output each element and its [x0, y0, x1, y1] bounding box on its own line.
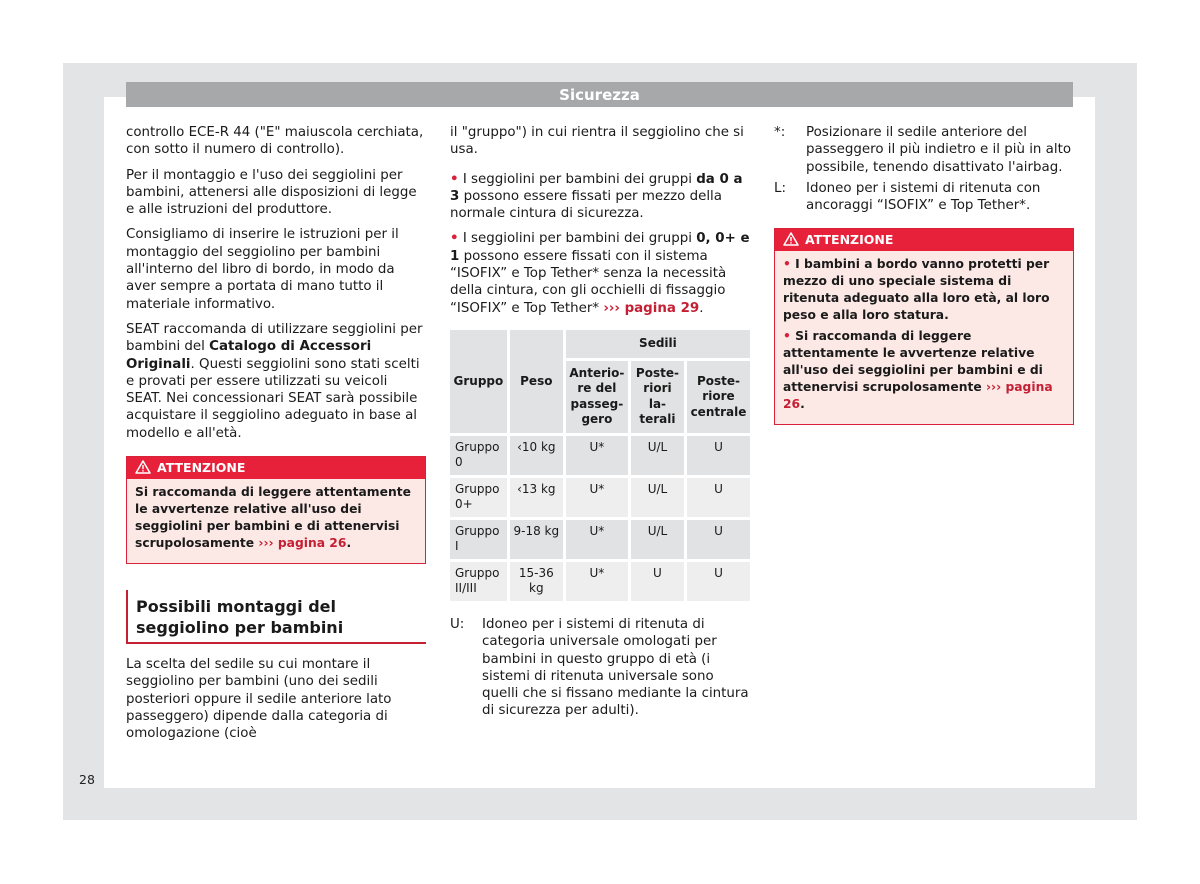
- cell-posteriori-laterali: U/L: [631, 520, 684, 559]
- bullet-item: [450, 230, 750, 316]
- cell-posteriore-centrale: U: [687, 436, 750, 475]
- chevrons-icon: ›››: [603, 300, 620, 316]
- text: Si raccomanda di leggere attentamente le avvertenze relative all'uso dei seggiolini per bambini e di attenervisi scrupolosamente: [135, 485, 411, 551]
- cell-gruppo: Gruppo I: [450, 520, 507, 559]
- bullet-item: [450, 171, 750, 223]
- text: . Questi seggiolini sono stati scelti e provati per essere utilizzati su veicoli SEAT. Nei concessionari SEAT sarà possibile acquistare il seggiolino adeguato in base al modello e all'età.: [126, 356, 420, 441]
- bullet-icon: •: [783, 257, 791, 272]
- warning-triangle-icon: [135, 459, 151, 481]
- legend-text: Posizionare il sedile anteriore del passeggero il più indietro e il più in alto possibile, tenendo disattivato l'airbag.: [806, 125, 1072, 175]
- paragraph: Per il montaggio e l'uso dei seggiolini per bambini, attenersi alle disposizioni di legge e alle istruzioni del produttore.: [126, 167, 417, 218]
- section-title: Possibili montaggi del seggiolino per bambini: [126, 590, 426, 644]
- text: 0, 0+ e 1: [450, 231, 750, 264]
- legend-l: [774, 180, 1074, 215]
- cell-anteriore: U*: [566, 562, 628, 601]
- header-gruppo: Gruppo: [450, 330, 507, 433]
- warning-header: [127, 457, 425, 479]
- warning-text: [135, 484, 417, 552]
- text: .: [699, 300, 704, 316]
- header-sedili: Sedili: [566, 330, 750, 358]
- legend-key: U:: [450, 616, 465, 632]
- text: .: [346, 536, 352, 551]
- text: I bambini a bordo vanno protetti per mezzo di uno speciale sistema di ritenuta adeguato alla loro età, al loro peso e alla loro statura.: [783, 257, 1050, 323]
- bullet-icon: •: [783, 329, 791, 344]
- page-ref: pagina 26: [783, 380, 1053, 412]
- legend-key: L:: [774, 180, 786, 196]
- cell-peso: ‹13 kg: [510, 478, 563, 517]
- cell-gruppo: Gruppo 0+: [450, 478, 507, 517]
- cell-anteriore: U*: [566, 520, 628, 559]
- paragraph: Consigliamo di inserire le istruzioni per il montaggio del seggiolino per bambini all'interno del libro di bordo, in modo da aver sempre a portata di mano tutto il materiale informativo.: [126, 227, 399, 312]
- column-3: [774, 124, 1074, 425]
- legend-text: Idoneo per i sistemi di ritenuta con ancoraggi “ISOFIX” e Top Tether*.: [806, 180, 1041, 214]
- cell-peso: 9-18 kg: [510, 520, 563, 559]
- column-1: [126, 124, 426, 751]
- warning-item: [783, 256, 1065, 324]
- table-row: [450, 562, 750, 601]
- warning-box: [774, 228, 1074, 425]
- seat-compatibility-table: [447, 327, 753, 604]
- text: I seggiolini per bambini dei gruppi: [458, 171, 697, 187]
- text: Si raccomanda di leggere attentamente le avvertenze relative all'uso dei seggiolini per bambini e di attenervisi scrupolosamente: [783, 329, 1043, 395]
- cell-anteriore: U*: [566, 436, 628, 475]
- legend-text: Idoneo per i sistemi di ritenuta di categoria universale omologati per bambini in questo gruppo di età (i sistemi di ritenuta universale sono quelli che si fissano mediante la cintura di sicurezza per adulti).: [482, 616, 749, 719]
- cell-peso: 15-36 kg: [510, 562, 563, 601]
- header-posteriore-centrale: Poste- riore centrale: [687, 361, 750, 433]
- header-peso: Peso: [510, 330, 563, 433]
- warning-body: [775, 251, 1073, 424]
- text: SEAT raccomanda di utilizzare seggiolini per bambini del: [126, 321, 423, 355]
- cell-posteriore-centrale: U: [687, 562, 750, 601]
- warning-label: ATTENZIONE: [805, 232, 894, 248]
- catalog-name: Catalogo di Accessori Originali: [126, 339, 372, 372]
- chevrons-icon: ›››: [985, 380, 1002, 395]
- cell-posteriori-laterali: U/L: [631, 478, 684, 517]
- text: .: [800, 397, 805, 412]
- bullet-icon: •: [450, 231, 459, 247]
- warning-body: [127, 479, 425, 563]
- cell-gruppo: Gruppo II/III: [450, 562, 507, 601]
- text: da 0 a 3: [450, 171, 743, 204]
- warning-triangle-icon: [783, 231, 799, 253]
- warning-item: [783, 328, 1065, 413]
- warning-box: [126, 456, 426, 564]
- page-number: 28: [79, 772, 95, 787]
- legend-star: [774, 124, 1074, 176]
- page-ref: pagina 26: [277, 536, 347, 551]
- cell-peso: ‹10 kg: [510, 436, 563, 475]
- cell-anteriore: U*: [566, 478, 628, 517]
- page-reference-link[interactable]: [603, 301, 699, 316]
- cell-posteriore-centrale: U: [687, 520, 750, 559]
- text: I seggiolini per bambini dei gruppi: [458, 231, 697, 247]
- text: possono essere fissati con il sistema “ISOFIX” e Top Tether* senza la necessità della cintura, con gli occhielli di fissaggio “ISOFIX” e Top Tether*: [450, 248, 727, 316]
- cell-posteriori-laterali: U: [631, 562, 684, 601]
- paragraph: [126, 321, 426, 442]
- text: possono essere fissati per mezzo della normale cintura di sicurezza.: [450, 188, 722, 222]
- column-2: [450, 124, 750, 724]
- bullet-icon: •: [450, 171, 459, 187]
- warning-label: ATTENZIONE: [157, 460, 246, 476]
- warning-header: [775, 229, 1073, 251]
- cell-posteriori-laterali: U/L: [631, 436, 684, 475]
- section-header: Sicurezza: [126, 82, 1073, 107]
- table-row: [450, 520, 750, 559]
- page-reference-link[interactable]: [258, 536, 346, 550]
- table-header-row: [450, 330, 750, 358]
- header-anteriore: Anterio- re del passeg- gero: [566, 361, 628, 433]
- table-row: [450, 436, 750, 475]
- legend-key: *:: [774, 125, 786, 140]
- paragraph: il "gruppo") in cui rientra il seggiolino che si usa.: [450, 125, 744, 158]
- legend-u: [450, 616, 750, 720]
- page-ref: pagina 29: [624, 300, 700, 316]
- chevrons-icon: ›››: [258, 536, 274, 551]
- paragraph: La scelta del sedile su cui montare il seggiolino per bambini (uno dei sedili posteriori oppure il sedile anteriore lato passeggero) dipende dalla categoria di omologazione (cioè: [126, 657, 392, 742]
- table-row: [450, 478, 750, 517]
- paragraph: controllo ECE-R 44 ("E" maiuscola cerchiata, con sotto il numero di controllo).: [126, 125, 424, 158]
- header-posteriori-laterali: Poste- riori la- terali: [631, 361, 684, 433]
- cell-gruppo: Gruppo 0: [450, 436, 507, 475]
- cell-posteriore-centrale: U: [687, 478, 750, 517]
